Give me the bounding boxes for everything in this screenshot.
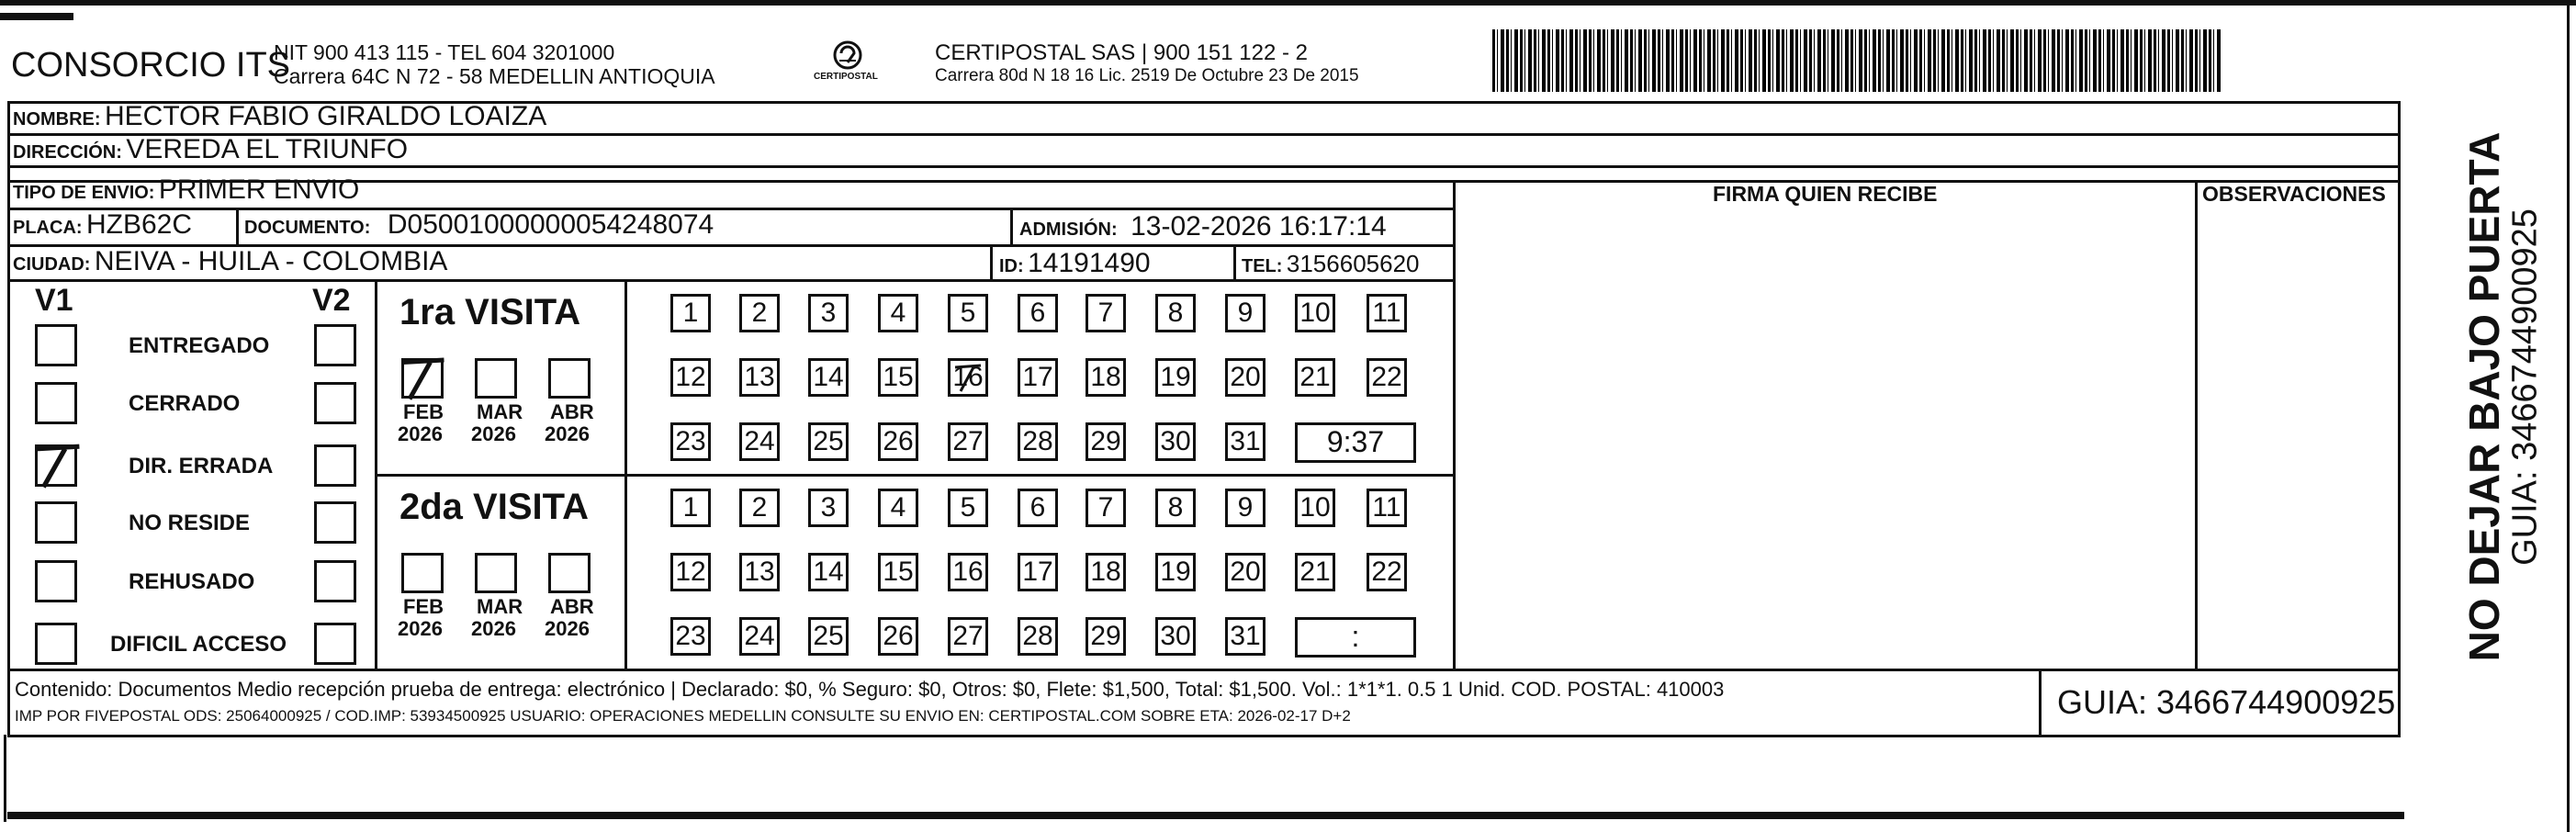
day-box[interactable]: 6 bbox=[1018, 489, 1058, 527]
admision-value: 13-02-2026 16:17:14 bbox=[1131, 211, 1387, 242]
firma-header: FIRMA QUIEN RECIBE bbox=[1713, 182, 1938, 206]
v2-checkbox[interactable] bbox=[314, 560, 356, 602]
day-box[interactable]: 1 bbox=[670, 294, 711, 332]
documento-label: DOCUMENTO: bbox=[244, 218, 371, 238]
day-strike-mark bbox=[951, 362, 984, 393]
month-checkbox[interactable] bbox=[401, 553, 444, 593]
id-label: ID: bbox=[999, 256, 1024, 276]
day-box[interactable]: 30 bbox=[1155, 617, 1196, 656]
day-box[interactable]: 12 bbox=[670, 553, 711, 591]
day-box[interactable]: 21 bbox=[1295, 553, 1335, 591]
ciudad-label: CIUDAD: bbox=[13, 254, 91, 275]
scan-edge-left bbox=[4, 735, 6, 822]
month-year: 2026 bbox=[471, 617, 516, 640]
footer-guia: GUIA: 3466744900925 bbox=[2057, 683, 2396, 721]
day-box[interactable]: 29 bbox=[1086, 617, 1126, 656]
day-box[interactable]: 20 bbox=[1225, 553, 1266, 591]
day-box[interactable]: 11 bbox=[1367, 489, 1407, 527]
placa-row bbox=[13, 209, 192, 241]
day-box[interactable]: 18 bbox=[1086, 358, 1126, 397]
day-box[interactable]: 21 bbox=[1295, 358, 1335, 397]
status-label: REHUSADO bbox=[129, 569, 255, 594]
day-box[interactable]: 15 bbox=[878, 358, 918, 397]
documento-row bbox=[244, 209, 714, 241]
day-box[interactable]: 9 bbox=[1225, 294, 1266, 332]
month-checkbox-checked[interactable] bbox=[401, 358, 444, 399]
certipostal-logo bbox=[806, 37, 889, 90]
day-box[interactable]: 4 bbox=[878, 489, 918, 527]
scan-edge-right bbox=[2567, 0, 2570, 832]
day-box[interactable]: 31 bbox=[1225, 422, 1266, 461]
month-name: ABR bbox=[550, 400, 594, 423]
row-line bbox=[7, 208, 1454, 210]
col-line bbox=[1233, 246, 1236, 281]
day-box[interactable]: 24 bbox=[739, 422, 780, 461]
visit-title: 1ra VISITA bbox=[399, 292, 581, 332]
day-box[interactable]: 3 bbox=[808, 489, 849, 527]
month-name: FEB bbox=[403, 595, 444, 618]
direccion-label: DIRECCIÓN: bbox=[13, 142, 122, 163]
v2-checkbox[interactable] bbox=[314, 324, 356, 366]
logo-text: CERTIPOSTAL bbox=[814, 72, 878, 82]
admision-label: ADMISIÓN: bbox=[1019, 219, 1118, 240]
month-year: 2026 bbox=[545, 617, 590, 640]
footer-content: Contenido: Documentos Medio recepción prueba de entrega: electrónico | Declarado: $0, % Seguro: $0, Otros: $0, Flete: $1,500, Total: $1,500. Vol.: 1*1*1. 0.5 1 Unid. COD. POSTAL: 410003 bbox=[15, 678, 1725, 701]
documento-value: D05001000000054248074 bbox=[387, 209, 714, 240]
day-box[interactable]: 25 bbox=[808, 617, 849, 656]
month-name: FEB bbox=[403, 400, 444, 423]
day-box[interactable]: 14 bbox=[808, 553, 849, 591]
day-box[interactable]: 19 bbox=[1155, 358, 1196, 397]
day-box[interactable]: 8 bbox=[1155, 294, 1196, 332]
certipostal-name: CERTIPOSTAL SAS | 900 151 122 - 2 bbox=[935, 40, 1308, 65]
tipo-label: TIPO DE ENVIO: bbox=[13, 183, 155, 203]
scan-edge-bottom bbox=[7, 812, 2404, 819]
day-box[interactable]: 24 bbox=[739, 617, 780, 656]
side-text bbox=[2406, 119, 2562, 662]
v1-checkbox[interactable] bbox=[35, 623, 77, 665]
day-box[interactable]: 12 bbox=[670, 358, 711, 397]
col-line bbox=[1453, 180, 1456, 670]
day-box[interactable]: 23 bbox=[670, 617, 711, 656]
nombre-label: NOMBRE: bbox=[13, 109, 101, 129]
col-line bbox=[236, 209, 239, 246]
company-name: CONSORCIO ITS bbox=[11, 46, 291, 84]
month-checkbox[interactable] bbox=[475, 358, 517, 399]
day-box[interactable]: 7 bbox=[1086, 489, 1126, 527]
row-line bbox=[7, 279, 1454, 282]
day-box[interactable]: 26 bbox=[878, 422, 918, 461]
tel-row bbox=[1242, 250, 1420, 278]
v1-checkbox[interactable] bbox=[35, 324, 77, 366]
day-box[interactable]: 18 bbox=[1086, 553, 1126, 591]
form-frame bbox=[7, 101, 2401, 737]
day-box-marked[interactable]: 16 bbox=[948, 358, 988, 397]
day-box[interactable]: 27 bbox=[948, 617, 988, 656]
day-box[interactable]: 14 bbox=[808, 358, 849, 397]
day-box[interactable]: 4 bbox=[878, 294, 918, 332]
direccion-value: VEREDA EL TRIUNFO bbox=[126, 134, 409, 164]
day-box[interactable]: 22 bbox=[1367, 553, 1407, 591]
id-value: 14191490 bbox=[1028, 248, 1151, 278]
row-line bbox=[7, 180, 2401, 183]
time-box[interactable]: 9:37 bbox=[1295, 422, 1416, 463]
col-line bbox=[990, 246, 993, 281]
day-box[interactable]: 7 bbox=[1086, 294, 1126, 332]
day-box[interactable]: 31 bbox=[1225, 617, 1266, 656]
v1-checkbox[interactable] bbox=[35, 560, 77, 602]
day-box[interactable]: 17 bbox=[1018, 358, 1058, 397]
day-box[interactable]: 1 bbox=[670, 489, 711, 527]
placa-label: PLACA: bbox=[13, 218, 83, 238]
nombre-row bbox=[13, 101, 546, 132]
barcode bbox=[1492, 29, 2222, 92]
observaciones-header: OBSERVACIONES bbox=[2202, 182, 2386, 206]
status-label: DIFICIL ACCESO bbox=[110, 632, 287, 657]
col-line bbox=[2039, 669, 2042, 737]
placa-value: HZB62C bbox=[86, 209, 193, 240]
day-box[interactable]: 2 bbox=[739, 294, 780, 332]
tel-value: 3156605620 bbox=[1286, 250, 1420, 277]
month-checkbox[interactable] bbox=[475, 553, 517, 593]
day-box[interactable]: 6 bbox=[1018, 294, 1058, 332]
day-box[interactable]: 2 bbox=[739, 489, 780, 527]
day-box[interactable]: 9 bbox=[1225, 489, 1266, 527]
v2-checkbox[interactable] bbox=[314, 382, 356, 424]
side-guia: GUIA: 3466744900925 bbox=[2505, 208, 2545, 566]
row-line bbox=[7, 669, 2401, 671]
certipostal-license: Carrera 80d N 18 16 Lic. 2519 De Octubre 23 De 2015 bbox=[935, 66, 1359, 85]
month-year: 2026 bbox=[471, 422, 516, 445]
day-box[interactable]: 29 bbox=[1086, 422, 1126, 461]
day-box[interactable]: 28 bbox=[1018, 617, 1058, 656]
month-checkbox[interactable] bbox=[548, 553, 591, 593]
day-box[interactable]: 13 bbox=[739, 553, 780, 591]
day-box[interactable]: 11 bbox=[1367, 294, 1407, 332]
row-line bbox=[7, 165, 2401, 168]
v2-header: V2 bbox=[312, 283, 351, 318]
status-label: NO RESIDE bbox=[129, 511, 251, 535]
ciudad-row bbox=[13, 246, 447, 277]
side-warning: NO DEJAR BAJO PUERTA bbox=[2460, 131, 2508, 662]
month-year: 2026 bbox=[398, 422, 443, 445]
tipo-row bbox=[13, 174, 359, 206]
visit-title: 2da VISITA bbox=[399, 487, 589, 527]
day-box[interactable]: 3 bbox=[808, 294, 849, 332]
v1-checkbox[interactable] bbox=[35, 501, 77, 544]
month-year: 2026 bbox=[398, 617, 443, 640]
day-box[interactable]: 15 bbox=[878, 553, 918, 591]
id-row bbox=[999, 248, 1151, 279]
time-box[interactable]: : bbox=[1295, 617, 1416, 658]
day-box[interactable]: 5 bbox=[948, 489, 988, 527]
col-line bbox=[1010, 209, 1013, 246]
footer-imp: IMP POR FIVEPOSTAL ODS: 25064000925 / COD.IMP: 53934500925 USUARIO: OPERACIONES MEDELLIN CONSULTE SU ENVIO EN: CERTIPOSTAL.COM SOBRE ETA: 2026-02-17 D+2 bbox=[15, 707, 1351, 725]
visit-divider bbox=[375, 474, 1454, 477]
day-box[interactable]: 22 bbox=[1367, 358, 1407, 397]
day-box[interactable]: 23 bbox=[670, 422, 711, 461]
v2-checkbox[interactable] bbox=[314, 623, 356, 665]
company-address: Carrera 64C N 72 - 58 MEDELLIN ANTIOQUIA bbox=[274, 64, 715, 88]
day-box[interactable]: 10 bbox=[1295, 294, 1335, 332]
day-box[interactable]: 20 bbox=[1225, 358, 1266, 397]
ciudad-value: NEIVA - HUILA - COLOMBIA bbox=[94, 246, 448, 276]
day-box[interactable]: 10 bbox=[1295, 489, 1335, 527]
day-box[interactable]: 30 bbox=[1155, 422, 1196, 461]
day-box[interactable]: 26 bbox=[878, 617, 918, 656]
tel-label: TEL: bbox=[1242, 256, 1283, 276]
tipo-value: PRIMER ENVIO bbox=[158, 174, 360, 205]
day-box[interactable]: 28 bbox=[1018, 422, 1058, 461]
scan-edge-top bbox=[0, 0, 2576, 6]
nombre-value: HECTOR FABIO GIRALDO LOAIZA bbox=[105, 101, 547, 131]
day-box[interactable]: 13 bbox=[739, 358, 780, 397]
month-name: ABR bbox=[550, 595, 594, 618]
v2-checkbox[interactable] bbox=[314, 444, 356, 487]
day-box[interactable]: 25 bbox=[808, 422, 849, 461]
day-box[interactable]: 19 bbox=[1155, 553, 1196, 591]
v1-checkbox-checked[interactable] bbox=[35, 444, 77, 487]
status-label: DIR. ERRADA bbox=[129, 454, 274, 478]
status-label: ENTREGADO bbox=[129, 333, 270, 358]
month-year: 2026 bbox=[545, 422, 590, 445]
month-name: MAR bbox=[477, 595, 523, 618]
month-checkbox[interactable] bbox=[548, 358, 591, 399]
day-box[interactable]: 17 bbox=[1018, 553, 1058, 591]
v2-checkbox[interactable] bbox=[314, 501, 356, 544]
day-box[interactable]: 8 bbox=[1155, 489, 1196, 527]
company-nit: NIT 900 413 115 - TEL 604 3201000 bbox=[274, 40, 615, 64]
admision-row bbox=[1019, 211, 1387, 242]
v1-checkbox[interactable] bbox=[35, 382, 77, 424]
col-line bbox=[2195, 180, 2198, 670]
v1-header: V1 bbox=[35, 283, 73, 318]
direccion-row bbox=[13, 134, 408, 165]
scan-edge-top-mark bbox=[0, 13, 73, 20]
month-name: MAR bbox=[477, 400, 523, 423]
status-label: CERRADO bbox=[129, 391, 241, 416]
day-box[interactable]: 5 bbox=[948, 294, 988, 332]
day-box[interactable]: 16 bbox=[948, 553, 988, 591]
day-box[interactable]: 27 bbox=[948, 422, 988, 461]
